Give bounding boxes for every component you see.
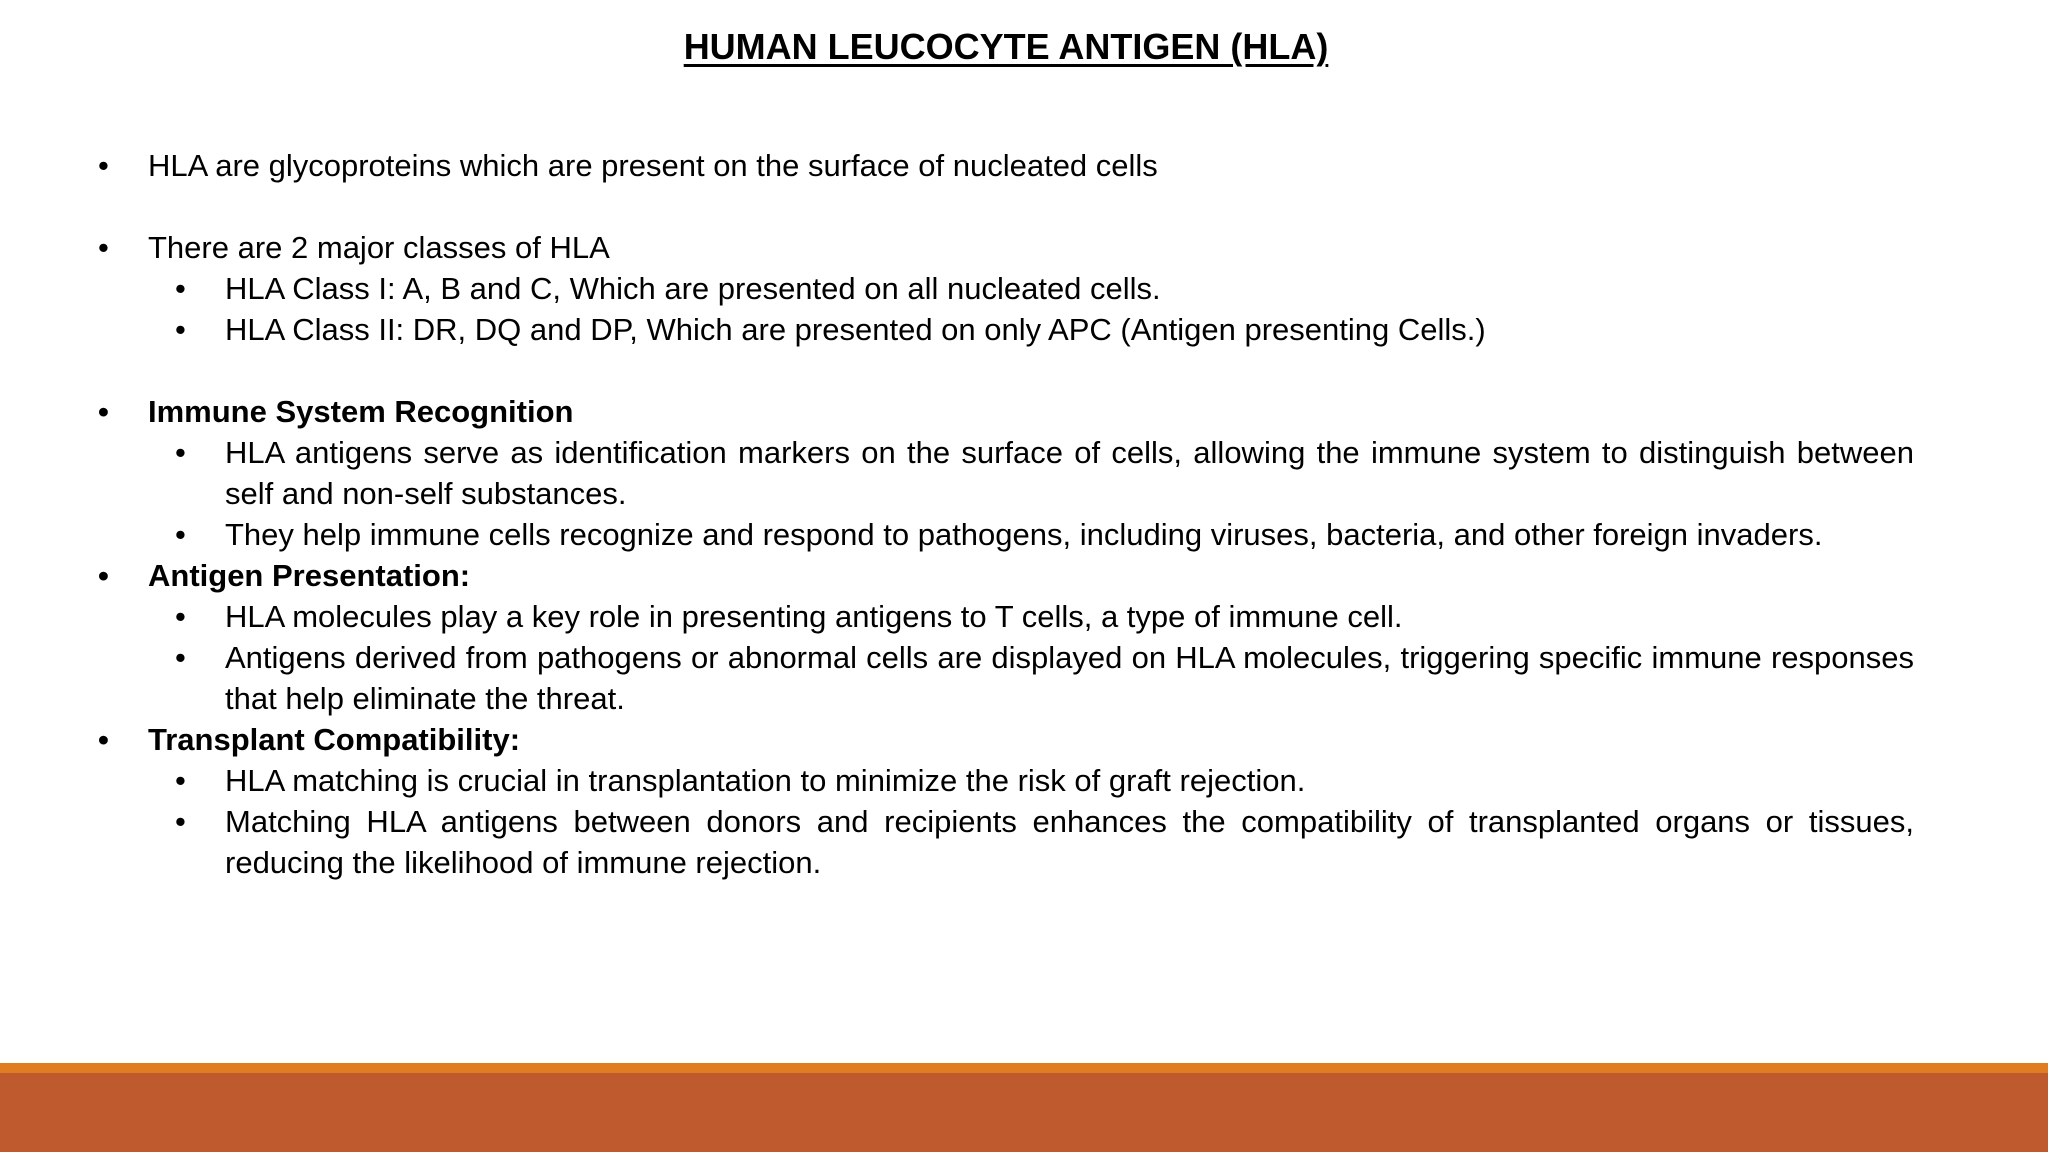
sub-bullet-class-2: • HLA Class II: DR, DQ and DP, Which are presented on only APC (Antigen presenting Cells.) bbox=[98, 309, 1914, 350]
sub-bullet-hla-matching: • HLA matching is crucial in transplantation to minimize the risk of graft rejection. bbox=[98, 760, 1914, 801]
bullet-antigen-presentation: • Antigen Presentation: bbox=[98, 555, 1914, 596]
bullet-hla-classes: • There are 2 major classes of HLA bbox=[98, 227, 1914, 268]
sub-bullet-class-1: • HLA Class I: A, B and C, Which are presented on all nucleated cells. bbox=[98, 268, 1914, 309]
footer-accent-line bbox=[0, 1063, 2048, 1073]
bullet-transplant-compatibility: • Transplant Compatibility: bbox=[98, 719, 1914, 760]
sub-bullet-donor-recipient-matching: • Matching HLA antigens between donors and recipients enhances the compatibility of transplanted organs or tissues, reducing the likelihood of immune rejection. bbox=[98, 801, 1914, 883]
sub-bullet-identification-markers: • HLA antigens serve as identification markers on the surface of cells, allowing the immune system to distinguish between self and non-self substances. bbox=[98, 432, 1914, 514]
sub-bullet-present-to-t-cells: • HLA molecules play a key role in presenting antigens to T cells, a type of immune cell. bbox=[98, 596, 1914, 637]
sub-bullet-immune-responses: • Antigens derived from pathogens or abnormal cells are displayed on HLA molecules, triggering specific immune responses that help eliminate the threat. bbox=[98, 637, 1914, 719]
spacer bbox=[98, 350, 1914, 391]
footer-bar bbox=[0, 1073, 2048, 1152]
spacer bbox=[98, 186, 1914, 227]
bullet-hla-definition: • HLA are glycoproteins which are present on the surface of nucleated cells bbox=[98, 145, 1914, 186]
sub-bullet-recognize-pathogens: • They help immune cells recognize and respond to pathogens, including viruses, bacteria, and other foreign invaders. bbox=[98, 514, 1914, 555]
slide-title: HUMAN LEUCOCYTE ANTIGEN (HLA) bbox=[683, 26, 1329, 67]
bullet-immune-recognition: • Immune System Recognition bbox=[98, 391, 1914, 432]
slide-content bbox=[98, 145, 1914, 883]
